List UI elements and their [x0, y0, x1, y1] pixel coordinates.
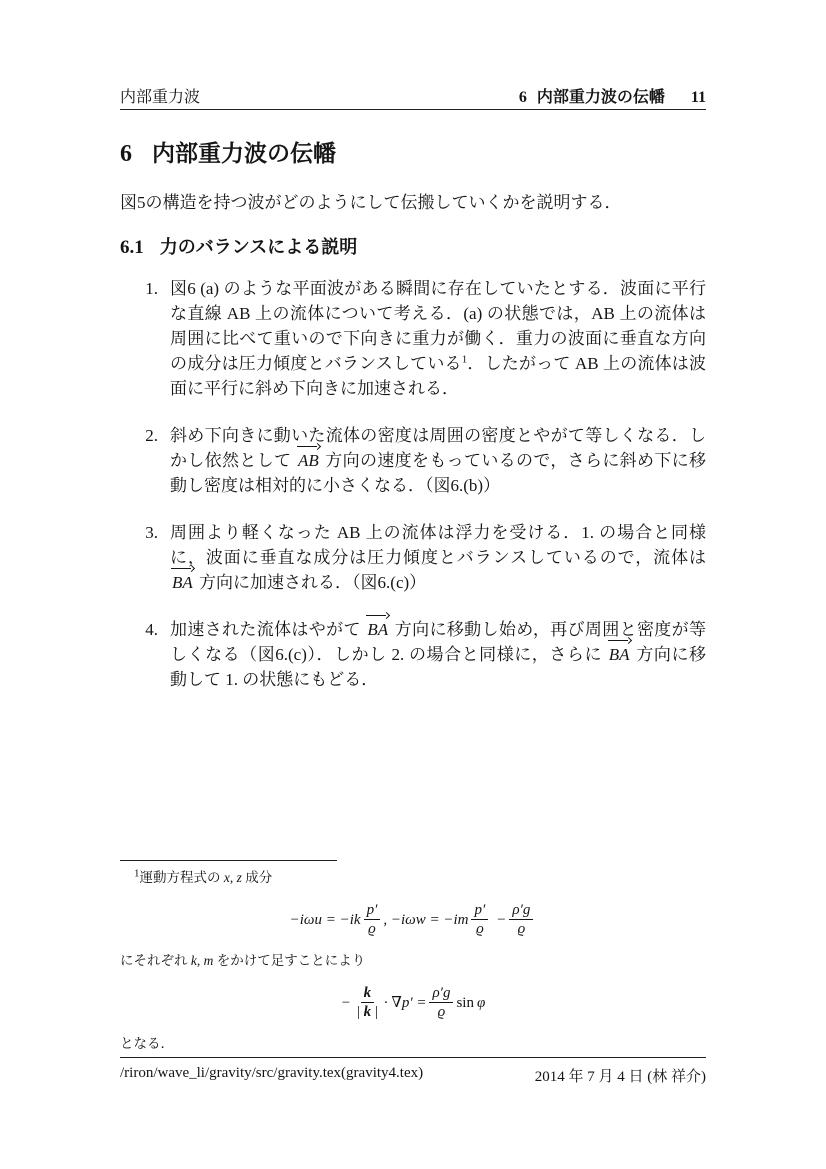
list-item-number: 1.: [145, 279, 158, 298]
eq2-minus: −: [340, 994, 351, 1011]
list-item-3: [120, 520, 706, 595]
item4-text-1: 加速された流体はやがて: [170, 620, 366, 639]
header-page-number: 11: [690, 89, 706, 106]
item3-text-2: 方向に加速される．（図6.(c)）: [194, 573, 427, 592]
subsection-number: 6.1: [120, 237, 144, 258]
eq1-mid: , −iωw = −im: [383, 911, 469, 928]
item4-text-3: 方向に移動して 1. の状態にもどる．: [170, 645, 706, 689]
page-header: [120, 84, 706, 107]
eq2-mid: · ∇p′ =: [383, 994, 427, 1011]
fraction-numerator: p′: [364, 901, 381, 920]
fraction-numerator: ρ′g: [429, 984, 453, 1003]
ordered-list: [120, 276, 706, 714]
item4-text-2: 方向に移動し始め，再び周囲と密度が等しくなる（図6.(c)）．しかし 2. の場合と同様に，さらに: [170, 620, 706, 664]
footnote-text-pre: 運動方程式の: [139, 870, 224, 885]
list-item-text: [170, 617, 706, 692]
footnote-vars: x, z: [223, 870, 242, 885]
item1-text-2: ．したがって AB 上の流体は波面に平行に斜め下向きに加速される．: [170, 354, 706, 398]
fraction: [509, 901, 533, 938]
footnote-text-post: 成分: [241, 870, 273, 885]
footer-file-path: /riron/wave_li/gravity/src/gravity.tex(gravity4.tex): [120, 1065, 424, 1081]
item1-text-1: 図6 (a) のような平面波がある瞬間に存在していたとする．波面に平行な直線 AB 上の流体について考える．(a) の状態では，AB 上の流体は周囲に比べて重いので下向きに重力が働く．重力の波面に垂直な方向の成分は圧力傾度とバランスしている: [170, 279, 706, 373]
intro-paragraph: 図5の構造を持つ波がどのようにして伝搬していくかを説明する．: [120, 193, 622, 212]
subsection-title: 力のバランスによる説明: [159, 237, 358, 257]
between-vars: k, m: [190, 953, 214, 968]
header-rule: [120, 109, 706, 110]
footnote-text: [120, 868, 706, 888]
equation-1: [120, 901, 706, 938]
footnote-block: [120, 860, 706, 1054]
list-item-1: [120, 276, 706, 401]
fraction-numerator: p′: [471, 901, 488, 920]
between-post: をかけて足すことにより: [213, 953, 366, 968]
item3-text-1: 周囲より軽くなった AB 上の流体は浮力を受ける．1. の場合と同様に，波面に垂直な成分は圧力傾度とバランスしているので，流体は: [170, 523, 706, 567]
eq1-minus: −: [496, 911, 507, 928]
fraction-denominator: ϱ: [517, 921, 526, 937]
fraction-numerator: ρ′g: [509, 901, 533, 920]
equation-2: [120, 984, 706, 1021]
footnote-mid-text: [120, 951, 706, 971]
section-number: 6: [120, 141, 132, 167]
fraction-denominator: ϱ: [437, 1004, 446, 1020]
item2-text-1: 斜め下向きに動いた流体の密度は周囲の密度とやがて等しくなる．しかし依然として: [170, 426, 706, 470]
eq1-lead: −iωu = −ik: [289, 911, 361, 928]
footnote-closing: となる．: [120, 1036, 174, 1051]
header-section-number: 6: [518, 89, 527, 106]
sin-function: sin: [456, 994, 474, 1011]
fraction-denominator: ϱ: [368, 921, 376, 937]
fraction-denominator: [354, 1003, 381, 1021]
section-heading: [120, 135, 336, 168]
abs-bar-left: |: [356, 1004, 360, 1020]
vector-ba-notation: BA: [365, 617, 390, 642]
item2-text-2: 方向の速度をもっているので，さらに斜め下に移動し密度は相対的に小さくなる．（図6.(b)）: [170, 451, 706, 495]
abs-bar-right: |: [374, 1004, 378, 1020]
header-doc-title: 内部重力波: [120, 89, 201, 106]
vector-ba-notation: BA: [170, 570, 195, 595]
page-footer: [120, 1057, 706, 1086]
list-item-4: [120, 617, 706, 692]
footnote-rule: [120, 860, 337, 861]
list-item-number: 4.: [145, 620, 158, 639]
list-item-2: [120, 423, 706, 498]
section-title: 内部重力波の伝幡: [152, 140, 336, 166]
header-section-title: 内部重力波の伝幡: [536, 89, 665, 106]
fraction-denominator: ϱ: [476, 921, 484, 937]
list-item-number: 2.: [145, 426, 158, 445]
header-right: [519, 84, 706, 107]
between-pre: にそれぞれ: [120, 953, 191, 968]
list-item-number: 3.: [145, 523, 158, 542]
vector-ab-notation: AB: [296, 448, 321, 473]
footnote-marker: 1: [461, 353, 468, 366]
footnote-marker: 1: [134, 867, 140, 880]
list-item-text: [170, 423, 706, 498]
list-item-text: [170, 276, 706, 401]
fraction: [364, 901, 381, 938]
vector-ba-notation: BA: [607, 642, 632, 667]
footer-date-author: 2014 年 7 月 4 日 (林 祥介): [534, 1069, 706, 1085]
phi-variable: φ: [476, 994, 486, 1011]
fraction: [429, 984, 453, 1021]
fraction-numerator: k: [361, 984, 375, 1003]
list-item-text: [170, 520, 706, 595]
subsection-heading: [120, 233, 357, 259]
fraction: [354, 984, 381, 1021]
fraction: [471, 901, 488, 938]
vector-k: k: [363, 1004, 372, 1020]
